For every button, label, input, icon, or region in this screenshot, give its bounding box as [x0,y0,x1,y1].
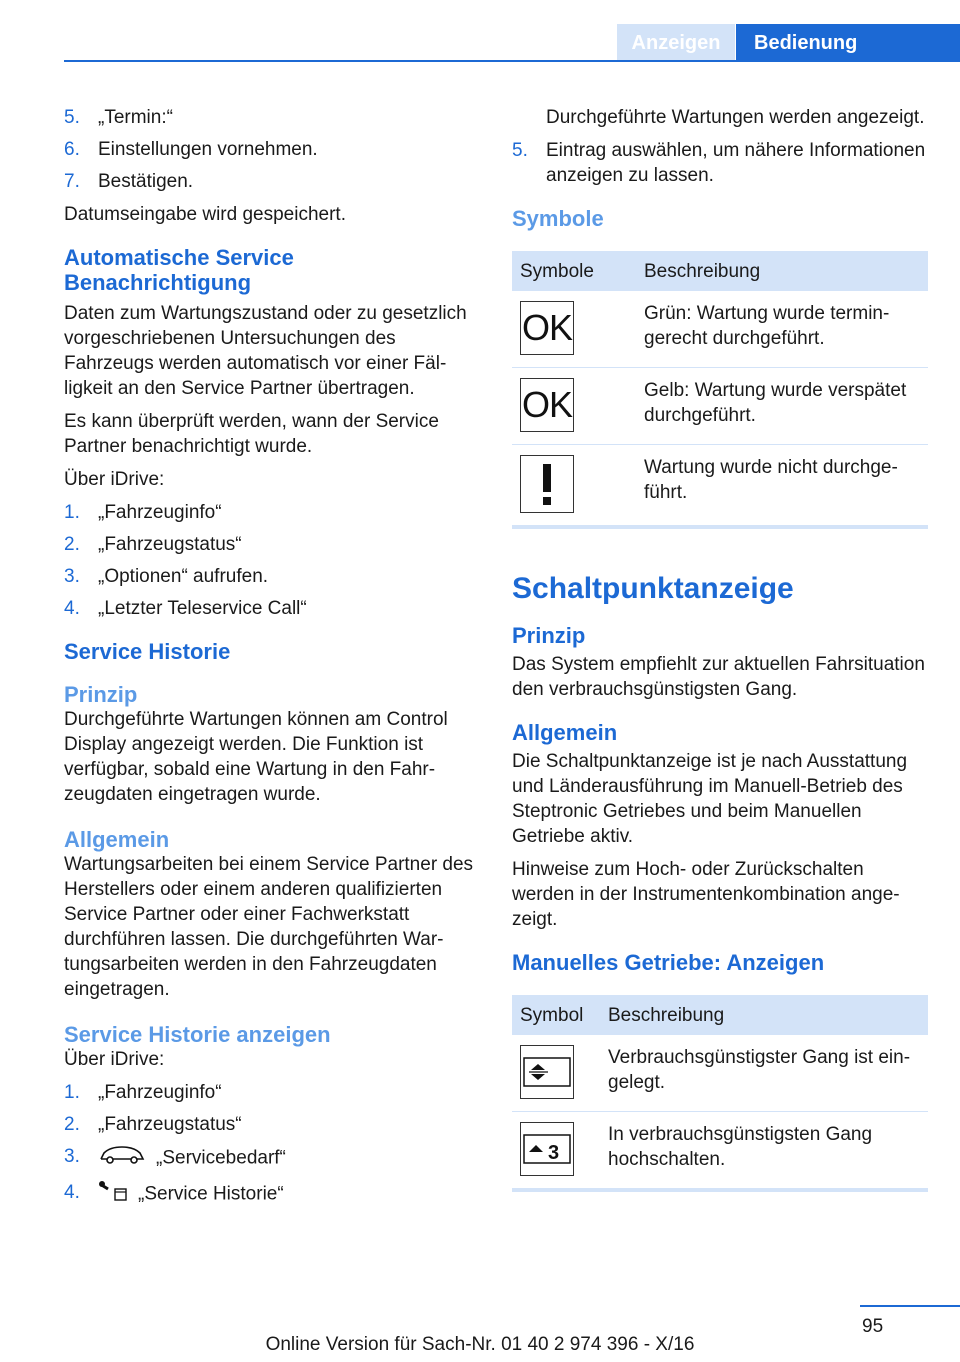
symbole-heading: Symbole [512,206,604,231]
table-end-rule [512,525,928,529]
wrench-calendar-icon [98,1180,128,1209]
table-row: OK Gelb: Wartung wurde verspätet durchgeführt. [512,368,928,445]
list-item: 4. „Letzter Teleservice Call“ [64,598,307,619]
table-row: 3 In verbrauchsgünstigsten Gang hochschalten. [512,1112,928,1189]
prinzip-heading: Prinzip [64,682,138,707]
prinzip-heading-right: Prinzip [512,623,586,648]
historie-anzeigen-text: Über iDrive: [64,1049,165,1070]
allgemein-text: Wartungsarbeiten bei einem Service Partner des Herstellers oder einem anderen qualifizierten Service Partner oder einer Fachwerkstatt durchführen lassen. Die durchgeführten Wartungsarbeiten werden in den Fahrzeugdaten eingetragen. [64,854,474,1000]
table-row: OK Grün: Wartung wurde termingerecht durchgeführt. [512,291,928,368]
list-item: 2. „Fahrzeugstatus“ [64,534,242,555]
list-item: 4. „Service Historie“ [64,1180,484,1209]
upshift-3-icon [520,1122,574,1176]
list-item: 3. „Servicebedarf“ [64,1144,484,1173]
list-item: 3. „Optionen“ aufrufen. [64,566,269,587]
upshift-3-label: 3 [548,1142,560,1164]
page-header [0,0,960,62]
manuell-heading: Manuelles Getriebe: Anzeigen [512,950,825,975]
list-item: 5. Eintrag auswählen, um nähere Informationen anzeigen zu lassen. [512,140,926,186]
anzeigen-steps [64,1080,484,1209]
auto-steps [64,500,484,621]
list-item: 7. Bestätigen. [64,171,194,192]
table-header: Symbole [512,251,636,291]
manuell-table [512,995,928,1188]
schaltpunkt-heading: Schaltpunktanzeige [512,572,794,605]
allgemein-p1-right: Die Schaltpunktanzeige ist je nach Ausstattung und Länderausführung im Manuell-Betrieb des Steptronic Getriebes und beim Manuellen Getriebe aktiv. [512,751,908,847]
left-column [64,105,484,1217]
steps-top [64,105,484,194]
table-header: Symbol [512,995,600,1035]
online-version-text: Online Version für Sach-Nr. 01 40 2 974 396 - X/16 [265,1334,695,1355]
table-row: Wartung wurde nicht durchgeführt. [512,445,928,526]
prinzip-text-right: Das System empfiehlt zur aktuellen Fahrsituation den verbrauchsgünstigsten Gang. [512,654,925,700]
historie-anzeigen-heading: Service Historie anzeigen [64,1022,331,1047]
list-item: 6. Einstellungen vornehmen. [64,139,318,160]
steps-right [512,138,928,188]
service-historie-heading: Service Historie [64,639,231,664]
list-item: 5. „Termin:“ [64,107,173,128]
auto-service-p3: Über iDrive: [64,469,165,490]
list-item: 1. „Fahrzeuginfo“ [64,502,222,523]
ok-yellow-icon: OK [520,378,574,432]
allgemein-heading: Allgemein [64,827,170,852]
table-header: Beschreibung [600,995,928,1035]
exclamation-icon [520,455,574,513]
allgemein-p2-right: Hinweise zum Hoch- oder Zurückschalten werden in der Instrumentenkombination angezeigt. [512,859,900,930]
header-rule [64,60,960,62]
symbole-table [512,251,928,525]
car-service-icon [98,1144,146,1173]
prinzip-text: Durchgeführte Wartungen können am Control Display angezeigt werden. Die Funktion ist verfügbar, sobald eine Wartung in den Fahrzeugdaten eingetragen wurde. [64,709,448,805]
table-end-rule [512,1188,928,1192]
table-header: Beschreibung [636,251,928,291]
tab-anzeigen[interactable]: Anzeigen [617,24,735,62]
page-number: 95 [862,1316,884,1337]
allgemein-heading-right: Allgemein [512,720,618,745]
gear-optimal-icon [520,1045,574,1099]
cont-text: Durchgeführte Wartungen werden angezeigt. [546,107,925,128]
ok-green-icon: OK [520,301,574,355]
auto-service-heading: Automatische Service Benachrichtigung [64,245,294,295]
auto-service-p1: Daten zum Wartungszustand oder zu gesetzlich vorgeschriebenen Untersuchungen des Fahrzeugs werden automatisch vor einer Fälligkeit an den Service Partner übertragen. [64,303,467,399]
footer-rule [860,1305,960,1307]
datum-text: Datumseingabe wird gespeichert. [64,204,346,225]
tab-bedienung[interactable]: Bedienung [736,24,960,62]
list-item: 2. „Fahrzeugstatus“ [64,1114,242,1135]
auto-service-p2: Es kann überprüft werden, wann der Service Partner benachrichtigt wurde. [64,411,439,457]
right-column [512,105,928,1192]
table-row: Verbrauchsgünstigster Gang ist eingelegt. [512,1035,928,1112]
list-item: 1. „Fahrzeuginfo“ [64,1082,222,1103]
